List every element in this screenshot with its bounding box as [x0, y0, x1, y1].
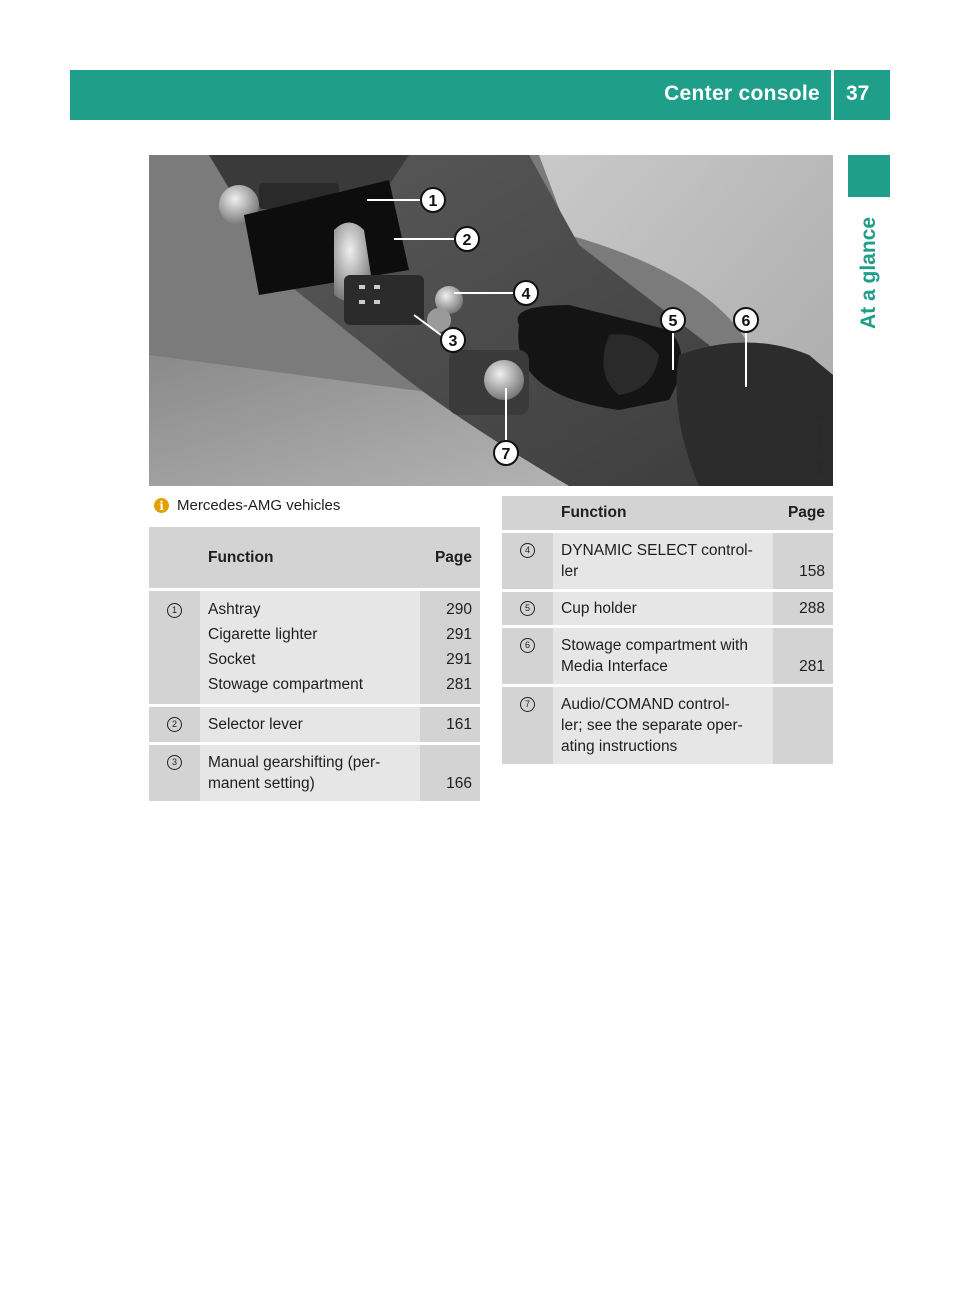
callout-1: 1: [428, 193, 438, 210]
side-tab-marker: [848, 155, 890, 197]
table-row: [502, 628, 833, 684]
image-code: P68.20-4889-31: [815, 411, 825, 476]
function-label: Cup holder: [561, 600, 637, 617]
page-number: 37: [846, 82, 870, 105]
header-divider: [831, 70, 834, 120]
function-label: ler; see the separate oper-: [561, 717, 743, 734]
function-label: Cigarette lighter: [208, 626, 318, 643]
item-number: 1: [167, 603, 182, 618]
function-label: Manual gearshifting (per-: [208, 754, 381, 771]
callout-5: 5: [668, 313, 678, 330]
header-bar: [70, 70, 890, 120]
function-label: Socket: [208, 651, 256, 668]
item-number: 4: [520, 543, 535, 558]
page-ref: 290: [446, 601, 472, 618]
table-row: [149, 745, 480, 801]
function-table-right: [502, 496, 833, 764]
function-label: DYNAMIC SELECT control-: [561, 542, 753, 559]
section-title: Center console: [664, 82, 820, 105]
function-label: Ashtray: [208, 601, 261, 618]
page-ref: 166: [446, 775, 472, 792]
function-table-left: [149, 527, 480, 801]
page-ref: 158: [799, 563, 825, 580]
info-icon: i: [154, 498, 169, 513]
page-ref: 281: [446, 676, 472, 693]
column-header-page: Page: [420, 527, 480, 588]
callout-2: 2: [462, 232, 472, 249]
function-label: Stowage compartment: [208, 676, 364, 693]
function-label: ler: [561, 563, 579, 580]
column-header-page: Page: [773, 496, 833, 530]
item-number: 2: [167, 717, 182, 732]
function-label: Audio/COMAND control-: [561, 696, 730, 713]
console-illustration: [149, 155, 833, 486]
function-label: Selector lever: [208, 716, 303, 733]
page-ref: 281: [799, 658, 825, 675]
item-number: 3: [167, 755, 182, 770]
callout-6: 6: [741, 313, 751, 330]
callout-7: 7: [501, 446, 511, 463]
item-number: 6: [520, 638, 535, 653]
info-note: [154, 497, 340, 514]
function-label: manent setting): [208, 775, 315, 792]
table-row: [149, 707, 480, 742]
callout-3: 3: [448, 333, 458, 350]
side-tab-label: At a glance: [857, 216, 880, 329]
table-row: [149, 591, 480, 704]
table-row: [502, 687, 833, 764]
item-number: 5: [520, 601, 535, 616]
column-header-function: Function: [553, 496, 773, 530]
callout-4: 4: [521, 286, 531, 303]
table-row: [502, 533, 833, 589]
function-label: Media Interface: [561, 658, 668, 675]
page-ref: 291: [446, 626, 472, 643]
column-header-function: Function: [200, 527, 420, 588]
info-note-text: Mercedes-AMG vehicles: [177, 497, 341, 514]
function-label: ating instructions: [561, 738, 678, 755]
page-ref: 288: [799, 600, 825, 617]
page-ref: 161: [446, 716, 472, 733]
center-console-photo: [149, 155, 833, 486]
page-ref: 291: [446, 651, 472, 668]
function-label: Stowage compartment with: [561, 637, 748, 654]
table-row: [502, 592, 833, 625]
item-number: 7: [520, 697, 535, 712]
